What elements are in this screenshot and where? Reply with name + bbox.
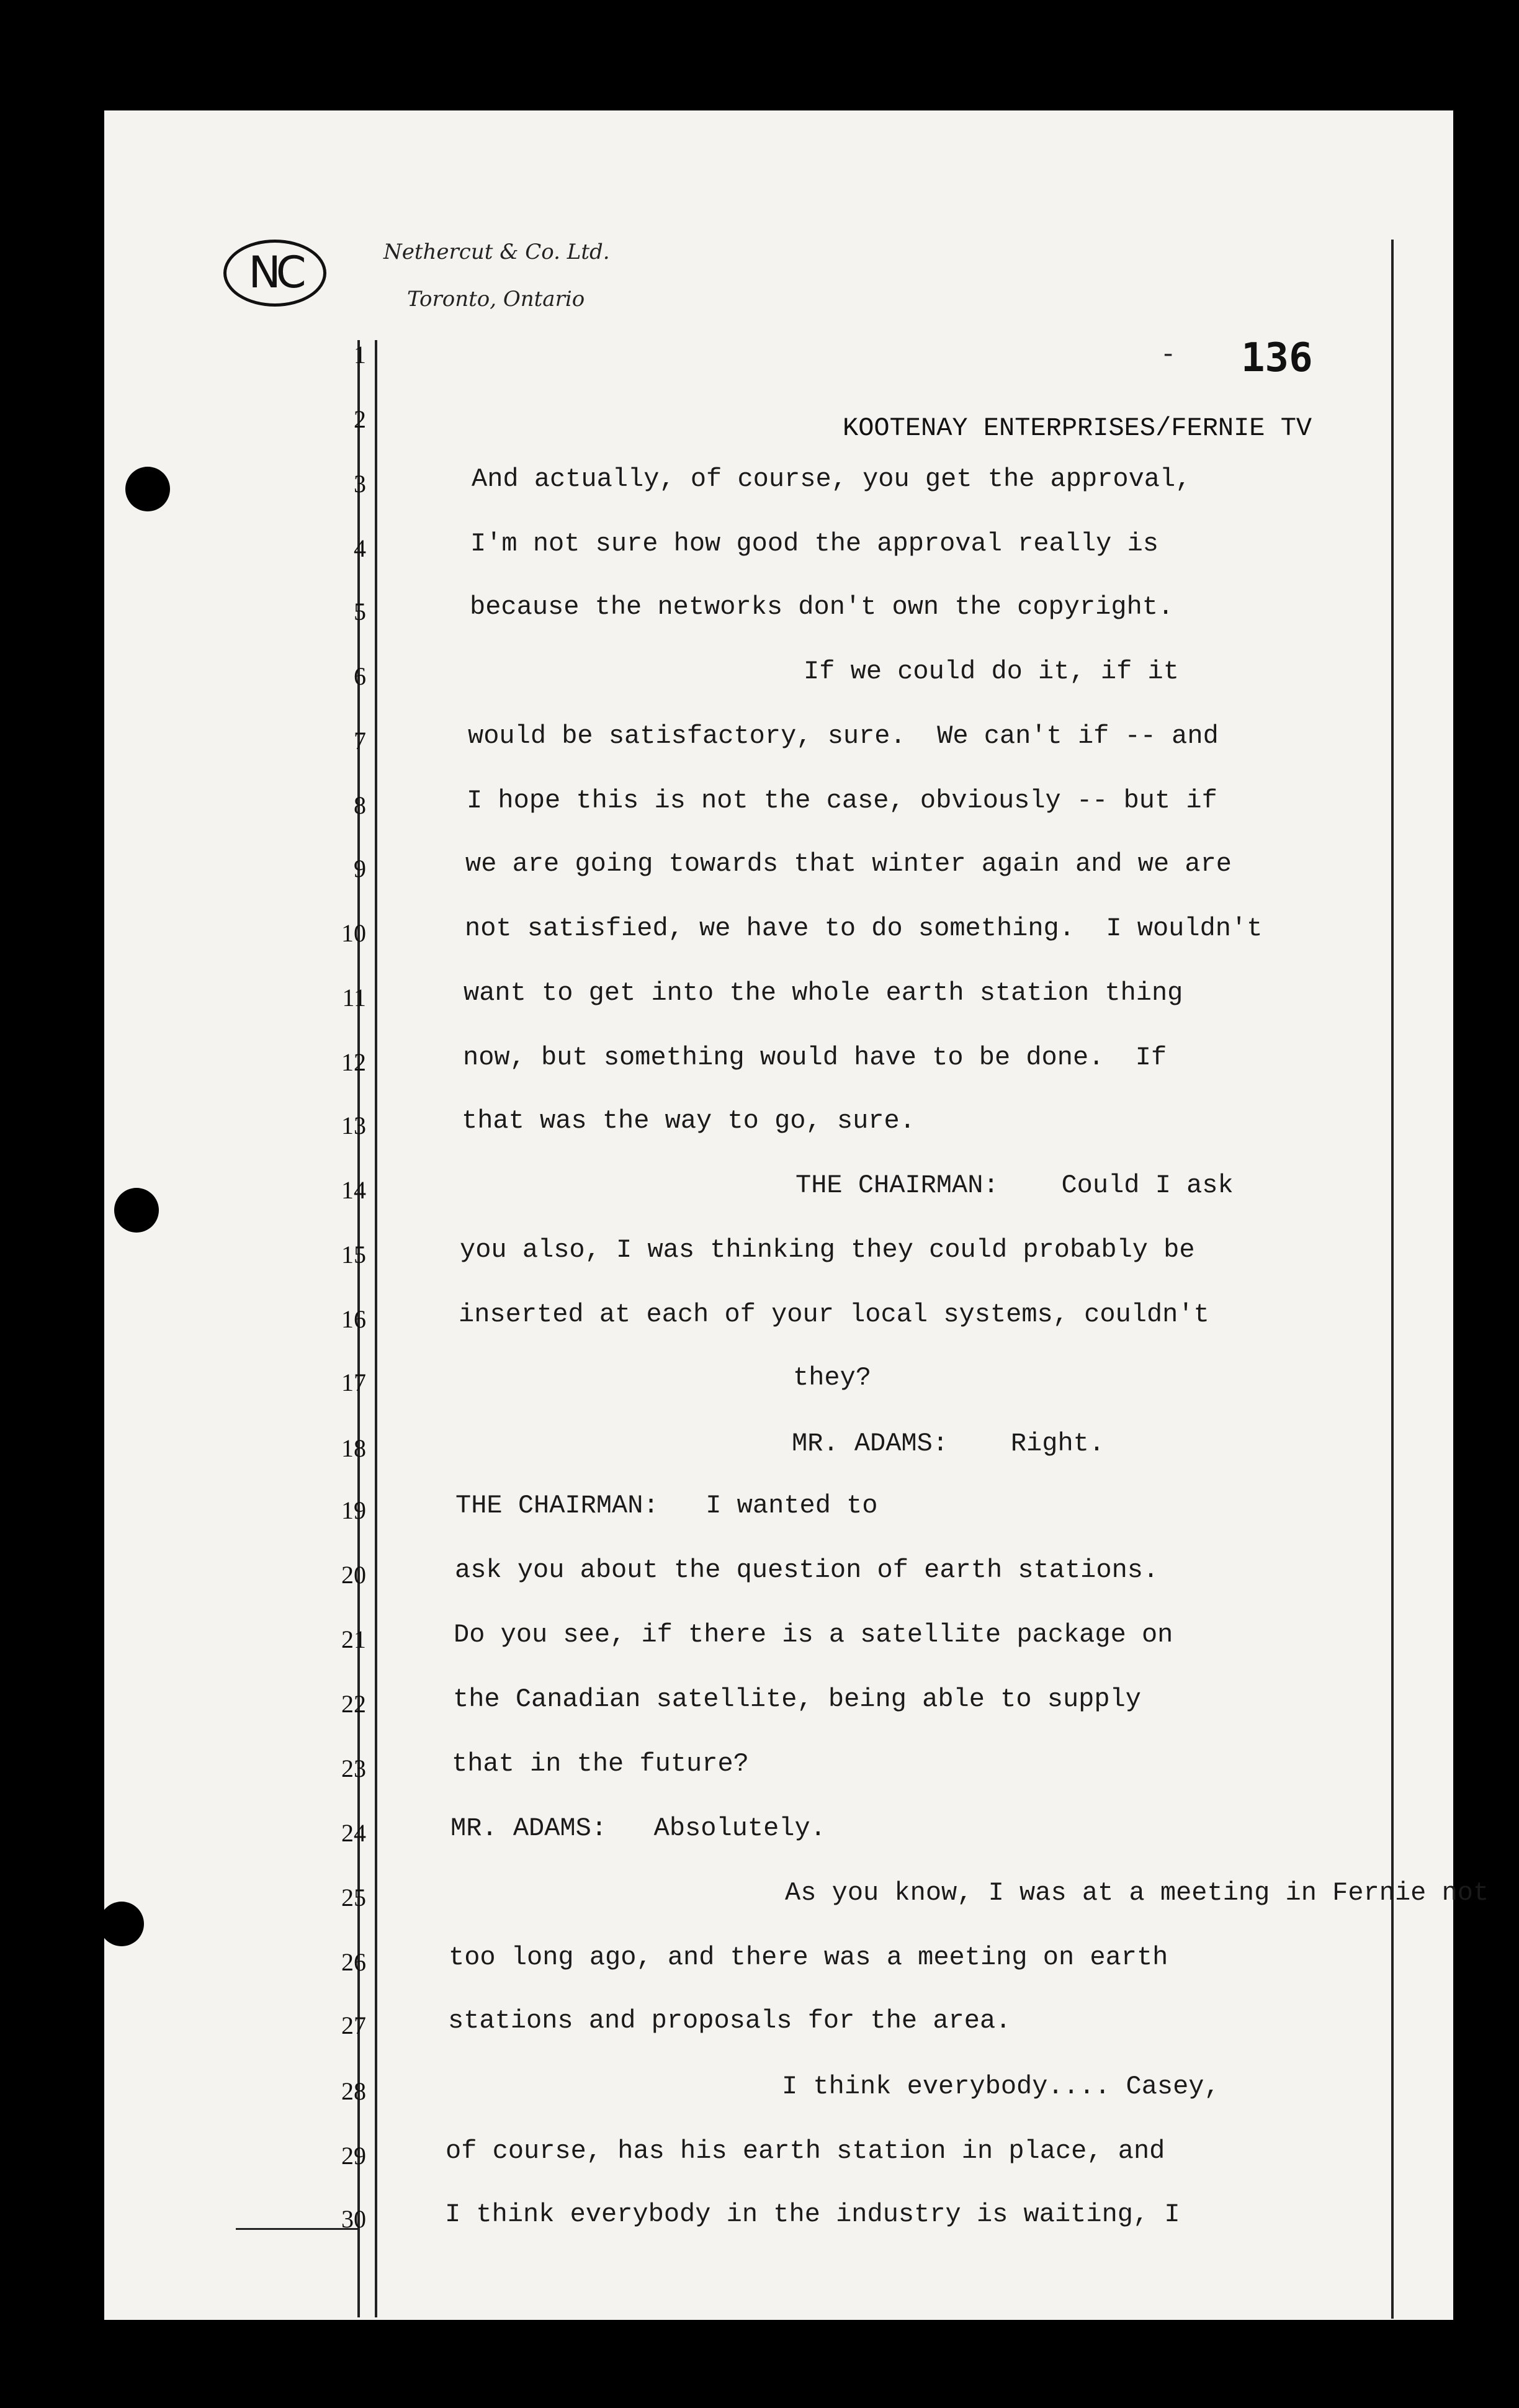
transcript-line: MR. ADAMS: Right. <box>792 1429 1105 1458</box>
transcript-line: inserted at each of your local systems, couldn't <box>459 1300 1209 1329</box>
transcript-line: THE CHAIRMAN: I wanted to <box>455 1491 878 1521</box>
line-number: 7 <box>354 727 366 755</box>
line-number: 20 <box>341 1561 366 1589</box>
punch-hole-top <box>125 467 170 511</box>
punch-hole-middle <box>114 1188 159 1233</box>
line-number: 26 <box>341 1948 366 1976</box>
transcript-line: too long ago, and there was a meeting on earth <box>449 1943 1168 1972</box>
line-number: 24 <box>341 1819 366 1847</box>
firm-name: Nethercut & Co. Ltd. <box>383 240 610 264</box>
line-number: 11 <box>342 984 366 1012</box>
line-number: 28 <box>341 2077 366 2105</box>
transcript-line: want to get into the whole earth station thing <box>464 978 1183 1008</box>
transcript-line: that was the way to go, sure. <box>462 1106 915 1136</box>
line-number: 16 <box>341 1305 366 1333</box>
transcript-line: that in the future? <box>452 1749 749 1779</box>
line-number: 6 <box>354 662 366 690</box>
transcript-line: MR. ADAMS: Absolutely. <box>450 1813 826 1843</box>
line-number: 15 <box>341 1241 366 1269</box>
line-number: 14 <box>341 1176 366 1204</box>
line-number: 3 <box>354 470 366 498</box>
header-dash: - <box>1160 340 1176 370</box>
line-number: 1 <box>354 341 366 369</box>
punch-hole-bottom <box>99 1902 144 1946</box>
transcript-line: I hope this is not the case, obviously -- but if <box>467 786 1217 815</box>
transcript-line: As you know, I was at a meeting in Fernie not <box>785 1878 1489 1908</box>
transcript-line: ask you about the question of earth stations. <box>455 1555 1159 1585</box>
line-number: 19 <box>341 1496 366 1524</box>
line-number: 5 <box>354 598 366 626</box>
line-number: 12 <box>341 1048 366 1076</box>
firm-location: Toronto, Ontario <box>407 287 585 312</box>
line-number: 17 <box>341 1368 366 1396</box>
line-number: 29 <box>341 2142 366 2170</box>
line-number: 25 <box>341 1884 366 1912</box>
line-number: 22 <box>341 1690 366 1718</box>
transcript-line: we are going towards that winter again and we are <box>465 849 1232 879</box>
transcript-line: now, but something would have to be done. If <box>463 1043 1167 1072</box>
transcript-line: And actually, of course, you get the approval, <box>472 464 1191 494</box>
case-caption: KOOTENAY ENTERPRISES/FERNIE TV <box>843 413 1312 443</box>
transcript-line: stations and proposals for the area. <box>448 2006 1011 2036</box>
transcript-line: you also, I was thinking they could probably be <box>460 1235 1195 1265</box>
transcript-line: I'm not sure how good the approval really is <box>470 529 1158 559</box>
margin-rule-right <box>1391 240 1394 2319</box>
margin-rule-left-inner <box>375 340 377 2317</box>
firm-logo: NC <box>223 240 326 307</box>
transcript-line: they? <box>793 1363 872 1393</box>
transcript-line: I think everybody in the industry is waiting, I <box>445 2199 1180 2229</box>
transcript-line: I think everybody.... Casey, <box>782 2072 1220 2101</box>
line-number: 23 <box>341 1754 366 1782</box>
transcript-line: of course, has his earth station in place, and <box>446 2136 1165 2166</box>
line-number: 9 <box>354 855 366 883</box>
line-number: 2 <box>354 405 366 433</box>
line-number: 30 <box>341 2205 366 2233</box>
transcript-line: Do you see, if there is a satellite package on <box>454 1620 1173 1650</box>
line-number: 10 <box>341 919 366 947</box>
transcript-line: would be satisfactory, sure. We can't if -- and <box>468 721 1219 751</box>
line-number: 27 <box>341 2011 366 2039</box>
page-number: 136 <box>1241 335 1313 381</box>
line-number: 13 <box>341 1112 366 1139</box>
line-number: 4 <box>354 534 366 562</box>
transcript-line: If we could do it, if it <box>804 657 1179 686</box>
transcript-line: because the networks don't own the copyright. <box>470 592 1174 622</box>
line-number: 8 <box>354 791 366 819</box>
transcript-line: THE CHAIRMAN: Could I ask <box>795 1170 1234 1200</box>
line-number: 21 <box>341 1625 366 1653</box>
transcript-line: not satisfied, we have to do something. I wouldn't <box>465 914 1263 943</box>
line-number: 18 <box>341 1434 366 1462</box>
transcript-line: the Canadian satellite, being able to supply <box>453 1684 1141 1714</box>
